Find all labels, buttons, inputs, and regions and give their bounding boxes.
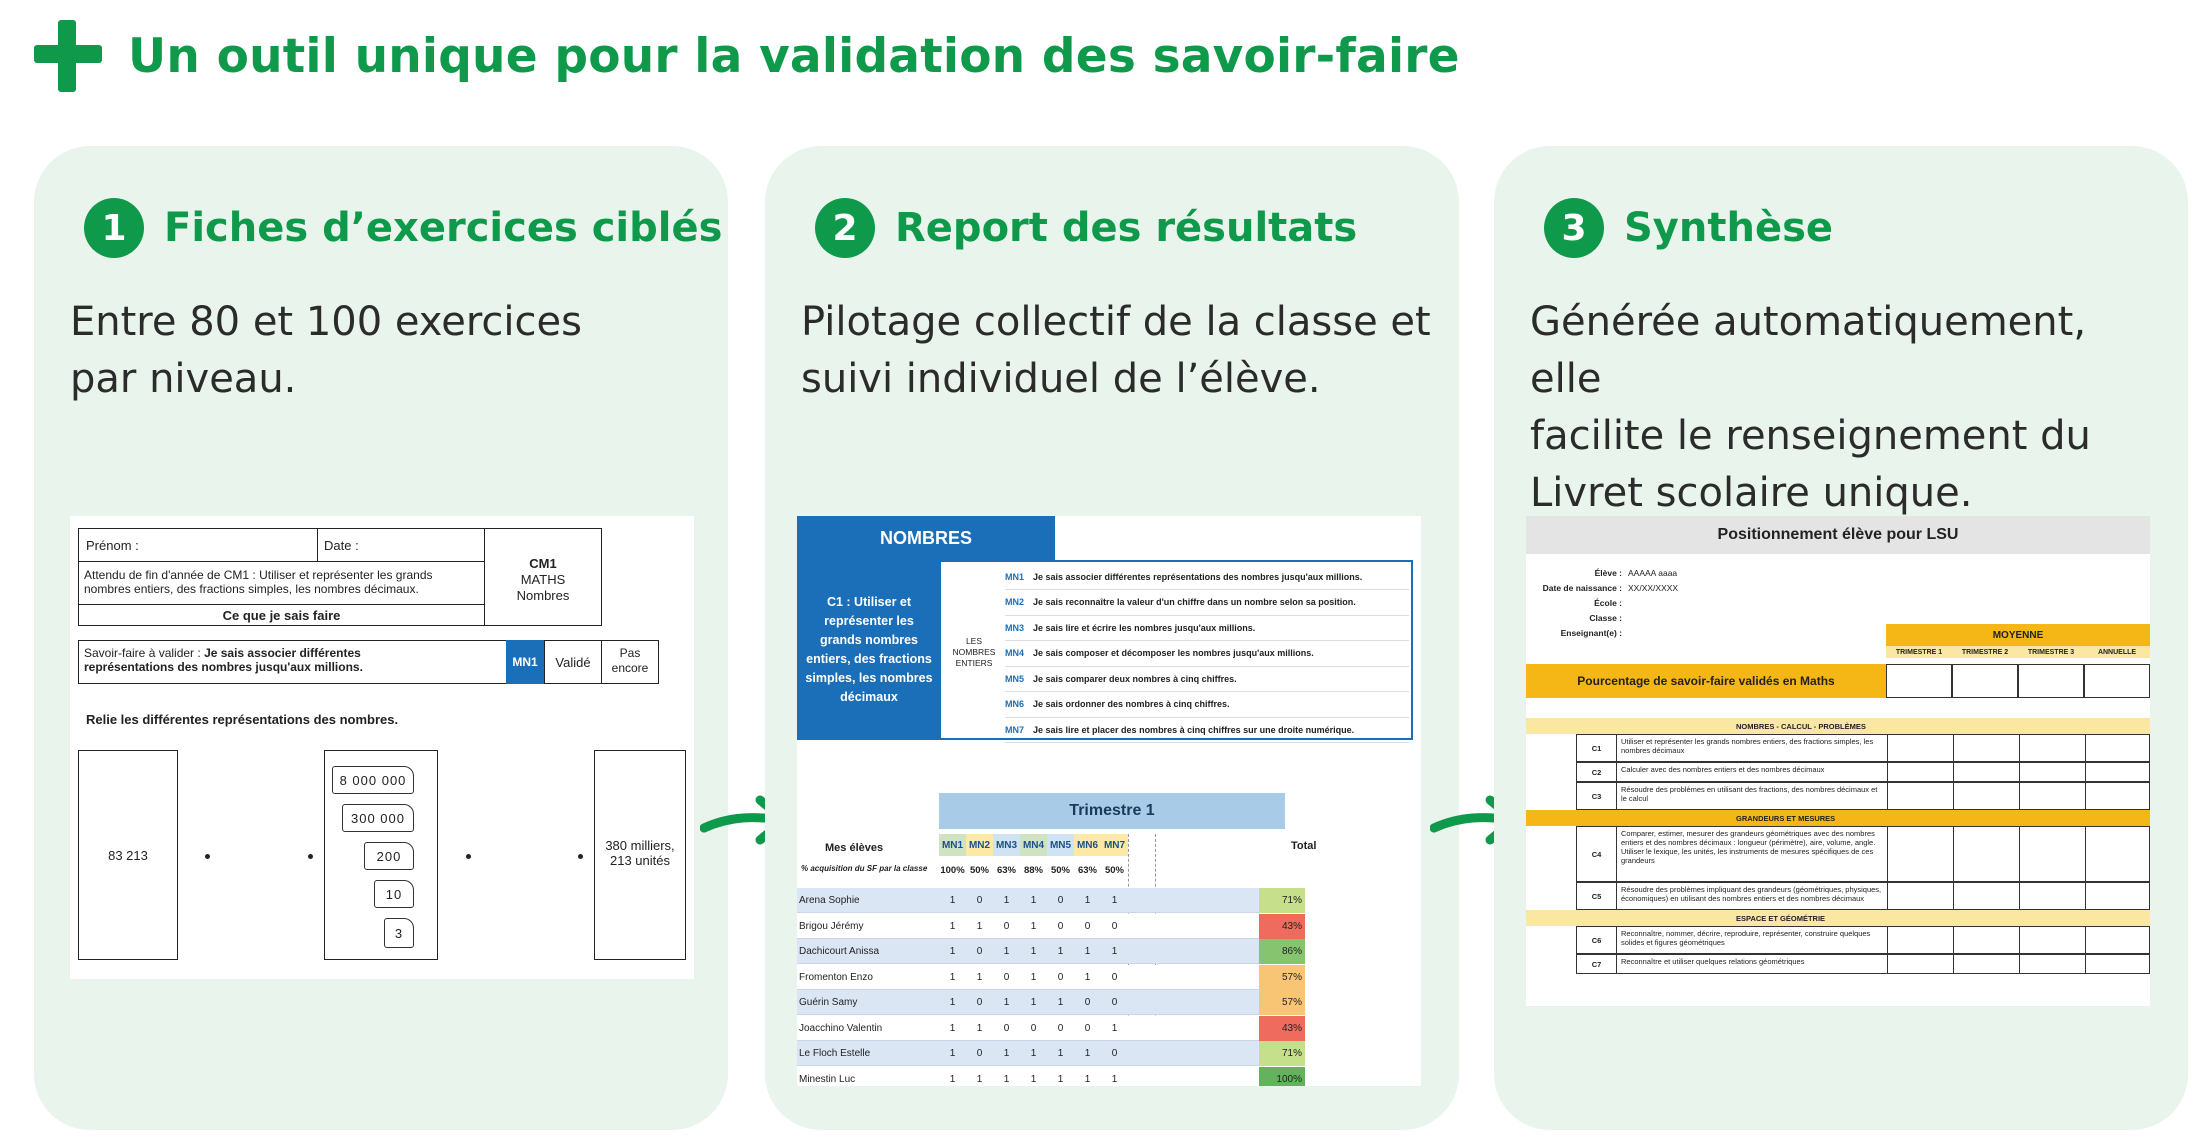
- percentage-cell: [2084, 664, 2150, 698]
- skill-row: [1005, 666, 1409, 692]
- student-name: Minestin Luc: [799, 1073, 856, 1085]
- score-cell: 1: [1030, 946, 1037, 957]
- total-header: Total: [1291, 840, 1317, 852]
- grade-cell: [1953, 783, 2019, 809]
- column-acquisition: 50%: [1104, 865, 1124, 876]
- score-cell: 1: [949, 1048, 956, 1059]
- competence-text: Comparer, estimer, mesurer des grandeurs géométriques avec des nombres entiers et des nombres décimaux : longueur (périmètre), aire, volume, angle. Utiliser le lexique, les unités, les instruments de mesures spécifiques de ces grandeurs: [1621, 829, 1876, 865]
- skill-text: Je sais comparer deux nombres à cinq chiffres.: [1033, 673, 1237, 684]
- left-number: 83 213: [108, 848, 148, 863]
- step-number: 2: [815, 198, 875, 258]
- grade-cell: [1887, 827, 1953, 881]
- score-cell: 1: [1003, 1048, 1010, 1059]
- score-cell: 1: [949, 971, 956, 983]
- link-dot: [466, 854, 471, 859]
- score-cell: 1: [1057, 1048, 1064, 1059]
- right-number: 380 milliers, 213 unités: [605, 838, 675, 868]
- score-cell: 0: [1111, 971, 1118, 983]
- trimestre-header: TRIMESTRE 3: [2018, 646, 2084, 658]
- skill-row: [1005, 717, 1409, 743]
- field-label: École :: [1594, 598, 1622, 608]
- section-header: GRANDEURS ET MESURES: [1526, 810, 2150, 826]
- attendu-text: Attendu de fin d'année de CM1 : Utiliser et représenter les grands nombres entiers, des fractions simples, les nombres décimaux.: [84, 568, 433, 596]
- results-spreadsheet-preview: [797, 516, 1421, 1086]
- grade-cell: [2085, 883, 2150, 909]
- step-number: 1: [84, 198, 144, 258]
- skill-row: [1005, 590, 1409, 616]
- total-cell: 57%: [1259, 990, 1305, 1015]
- header: [34, 16, 1460, 96]
- link-dot: [308, 854, 313, 859]
- column-code: MN5: [1047, 834, 1074, 856]
- grade-cell: [1953, 883, 2019, 909]
- score-cell: 1: [1111, 1022, 1118, 1034]
- column-code: MN4: [1020, 834, 1047, 856]
- grade-cell: [1887, 783, 1953, 809]
- score-cell: 1: [949, 946, 956, 957]
- score-cell: 0: [1111, 997, 1118, 1008]
- score-cell: 1: [1111, 895, 1118, 906]
- competence-text: Résoudre des problèmes impliquant des grandeurs (géométriques, physiques, économiques) en utilisant des nombres entiers et des nombres décimaux: [1621, 885, 1882, 903]
- section-header: NOMBRES - CALCUL - PROBLÈMES: [1526, 718, 2150, 734]
- score-cell: 1: [1030, 997, 1037, 1008]
- trimestre-header: ANNUELLE: [2084, 646, 2150, 658]
- grade-cell: [1953, 955, 2019, 973]
- column-code: MN2: [966, 834, 993, 856]
- student-name: Fromenton Enzo: [799, 971, 873, 983]
- total-cell: 71%: [1259, 1041, 1305, 1066]
- student-name: Brigou Jérémy: [799, 920, 864, 932]
- score-cell: 1: [949, 1073, 956, 1085]
- number-tag: 300 000: [342, 804, 414, 832]
- score-cell: 1: [1084, 1073, 1091, 1085]
- student-name: Arena Sophie: [799, 895, 860, 906]
- skill-text: Je sais associer différentes représentations des nombres jusqu'aux millions.: [1033, 571, 1363, 582]
- score-cell: 0: [1003, 1022, 1010, 1034]
- sf-label: Savoir-faire à valider :: [84, 646, 201, 660]
- score-cell: 0: [1003, 920, 1010, 932]
- score-cell: 1: [976, 971, 983, 983]
- grade-cell: [1953, 827, 2019, 881]
- grade-cell: [2085, 955, 2150, 973]
- skill-code: MN7: [1005, 724, 1025, 735]
- competence-code: C3: [1577, 783, 1617, 809]
- column-code: MN6: [1074, 834, 1101, 856]
- ce-que-label: Ce que je sais faire: [222, 608, 341, 623]
- card-header: [815, 198, 1357, 258]
- grade-cell: [1953, 763, 2019, 781]
- lsu-synthesis-preview: [1526, 516, 2150, 1006]
- table-row: [1576, 954, 2150, 974]
- grade-cell: [1887, 955, 1953, 973]
- link-dot: [578, 854, 583, 859]
- student-name: Guérin Samy: [799, 997, 858, 1008]
- pas-encore-label: Pas encore: [611, 646, 649, 675]
- students-header: Mes élèves: [825, 842, 884, 854]
- skill-code: MN5: [1005, 673, 1025, 684]
- score-cell: 1: [1030, 895, 1037, 906]
- score-cell: 1: [976, 1022, 983, 1034]
- section-title: NOMBRES: [797, 516, 1055, 560]
- grade-cell: [2085, 827, 2150, 881]
- score-cell: 0: [1057, 895, 1064, 906]
- column-acquisition: 50%: [1050, 865, 1070, 876]
- number-tag: 3: [384, 918, 414, 948]
- score-cell: 1: [1111, 946, 1118, 957]
- grade-cell: [2019, 827, 2085, 881]
- table-row: [1576, 734, 2150, 762]
- skill-text: Je sais composer et décomposer les nombres jusqu'aux millions.: [1033, 648, 1314, 658]
- field-label: Enseignant(e) :: [1560, 628, 1622, 638]
- competence-code: C5: [1577, 883, 1617, 909]
- score-cell: 0: [1111, 1048, 1118, 1059]
- skill-text: Je sais lire et placer des nombres à cinq chiffres sur une droite numérique.: [1033, 724, 1355, 735]
- column-acquisition: 50%: [969, 865, 989, 876]
- skill-code: MN4: [1005, 648, 1025, 658]
- column-acquisition: 100%: [940, 865, 965, 876]
- score-cell: 1: [976, 920, 983, 932]
- competence-text: Calculer avec des nombres entiers et des nombres décimaux: [1621, 765, 1825, 774]
- domain-label: Nombres: [516, 588, 570, 603]
- prenom-label: Prénom :: [86, 538, 139, 553]
- score-cell: 1: [1084, 895, 1091, 906]
- score-cell: 1: [976, 1073, 983, 1085]
- score-cell: 1: [1003, 946, 1010, 957]
- grade-cell: [2019, 883, 2085, 909]
- skill-row: [1005, 564, 1409, 590]
- total-cell: 86%: [1259, 939, 1305, 964]
- score-cell: 0: [976, 1048, 983, 1059]
- card-exercices: [34, 146, 728, 1130]
- score-cell: 0: [1030, 1022, 1037, 1034]
- card-resultats: [765, 146, 1459, 1130]
- competence-text: Utiliser et représenter les grands nombres entiers, des fractions simples, les nombres décimaux: [1621, 737, 1874, 755]
- score-cell: 1: [1057, 946, 1064, 957]
- exercise-sheet-preview: [70, 516, 694, 979]
- card-description: Générée automatiquement, elle facilite le renseignement du Livret scolaire unique.: [1530, 299, 2091, 516]
- score-cell: 0: [1084, 1022, 1091, 1034]
- score-cell: 1: [1111, 1073, 1118, 1085]
- field-value: XX/XX/XXXX: [1628, 583, 1679, 593]
- grade-cell: [2019, 955, 2085, 973]
- plus-icon: [34, 20, 102, 92]
- competence-code: C4: [1577, 827, 1617, 881]
- field-label: Classe :: [1589, 613, 1622, 623]
- sf-bold: Je sais associer différentes représentations des nombres jusqu'aux millions.: [84, 646, 363, 674]
- column-acquisition: 63%: [996, 865, 1016, 876]
- score-cell: 1: [1030, 1073, 1037, 1085]
- total-cell: 43%: [1259, 1016, 1305, 1041]
- score-cell: 1: [1030, 920, 1037, 932]
- table-row: [1576, 762, 2150, 782]
- score-cell: 0: [1057, 1022, 1064, 1034]
- competence-text: Reconnaître et utiliser quelques relations géométriques: [1621, 957, 1805, 966]
- column-code: MN7: [1101, 834, 1128, 856]
- grade-cell: [2019, 783, 2085, 809]
- score-cell: 1: [1084, 946, 1091, 957]
- score-cell: 1: [949, 920, 956, 932]
- card-header: [84, 198, 722, 258]
- savoir-faire-text: [84, 646, 382, 674]
- skill-code: MN1: [1005, 571, 1025, 582]
- field-label: Élève :: [1594, 568, 1622, 578]
- total-cell: 100%: [1259, 1067, 1305, 1087]
- grade-cell: [2085, 735, 2150, 761]
- skill-code: MN3: [1005, 622, 1025, 633]
- competence-text: Résoudre des problèmes en utilisant des fractions, des nombres décimaux et le calcul: [1621, 785, 1878, 803]
- field-label: Date de naissance :: [1542, 583, 1622, 593]
- card-title: Synthèse: [1624, 205, 1834, 251]
- skill-code: MN6: [1005, 699, 1025, 709]
- score-cell: 0: [976, 895, 983, 906]
- acquisition-label: % acquisition du SF par la classe: [801, 864, 928, 873]
- skill-row: [1005, 641, 1409, 667]
- instruction: Relie les différentes représentations des nombres.: [86, 712, 399, 727]
- page-title: Un outil unique pour la validation des savoir-faire: [128, 28, 1460, 84]
- score-cell: 0: [1057, 971, 1064, 983]
- student-name: Joacchino Valentin: [799, 1022, 883, 1034]
- score-cell: 0: [1057, 920, 1064, 932]
- score-cell: 1: [1003, 895, 1010, 906]
- score-cell: 0: [1003, 971, 1010, 983]
- field-value: AAAAA aaaa: [1628, 568, 1678, 578]
- moyenne-header: MOYENNE: [1886, 624, 2150, 646]
- competence-code: C6: [1577, 927, 1617, 953]
- card-synthese: [1494, 146, 2188, 1130]
- score-cell: 1: [1030, 1048, 1037, 1059]
- score-cell: 0: [976, 997, 983, 1008]
- student-name: Le Floch Estelle: [799, 1048, 871, 1059]
- level-label: CM1: [529, 556, 557, 571]
- percentage-cell: [1886, 664, 1952, 698]
- card-description: Entre 80 et 100 exercices par niveau.: [70, 299, 582, 402]
- group-label: LES NOMBRES ENTIERS: [952, 636, 996, 668]
- score-cell: 1: [949, 1022, 956, 1034]
- score-cell: 1: [1003, 1073, 1010, 1085]
- number-tag: 8 000 000: [332, 766, 414, 794]
- grade-cell: [1887, 763, 1953, 781]
- table-row: [1576, 926, 2150, 954]
- competence-label: C1 : Utiliser et représenter les grands nombres entiers, des fractions simples, les nombres décimaux: [797, 560, 941, 740]
- grade-cell: [2085, 783, 2150, 809]
- skill-text: Je sais reconnaître la valeur d'un chiffre dans un nombre selon sa position.: [1033, 597, 1356, 607]
- percentage-cell: [2018, 664, 2084, 698]
- date-label: Date :: [324, 538, 359, 553]
- score-cell: 1: [949, 997, 956, 1008]
- step-number: 3: [1544, 198, 1604, 258]
- total-cell: 57%: [1259, 965, 1305, 990]
- grade-cell: [2019, 763, 2085, 781]
- column-acquisition: 63%: [1077, 865, 1097, 876]
- valide-label: Validé: [555, 655, 591, 670]
- score-cell: 1: [1057, 1073, 1064, 1085]
- section-header: ESPACE ET GÉOMÉTRIE: [1526, 910, 2150, 926]
- grade-cell: [2085, 927, 2150, 953]
- competence-code: C1: [1577, 735, 1617, 761]
- score-cell: 0: [1084, 920, 1091, 932]
- score-cell: 0: [976, 946, 983, 957]
- card-description: Pilotage collectif de la classe et suivi individuel de l’élève.: [801, 299, 1431, 402]
- card-title: Fiches d’exercices ciblés: [164, 205, 723, 251]
- trimestre-header: TRIMESTRE 1: [1886, 646, 1952, 658]
- competence-code: C7: [1577, 955, 1617, 973]
- student-name: Dachicourt Anissa: [799, 946, 880, 957]
- grade-cell: [1887, 927, 1953, 953]
- table-row: [1576, 826, 2150, 882]
- grade-cell: [1953, 735, 2019, 761]
- grade-cell: [2019, 927, 2085, 953]
- percentage-cell: [1952, 664, 2018, 698]
- table-row: [1576, 782, 2150, 810]
- number-tag: 10: [374, 880, 414, 908]
- subject-label: MATHS: [520, 572, 566, 587]
- total-cell: 43%: [1259, 914, 1305, 939]
- score-cell: 1: [1030, 971, 1037, 983]
- lsu-title: Positionnement élève pour LSU: [1526, 516, 2150, 554]
- grade-cell: [2019, 735, 2085, 761]
- score-cell: 0: [1084, 997, 1091, 1008]
- grade-cell: [2085, 763, 2150, 781]
- score-cell: 1: [1003, 997, 1010, 1008]
- number-tag: 200: [364, 842, 414, 870]
- grade-cell: [1887, 883, 1953, 909]
- trimestre-header: TRIMESTRE 2: [1952, 646, 2018, 658]
- skill-row: [1005, 615, 1409, 641]
- skill-row: [1005, 692, 1409, 718]
- skill-text: Je sais ordonner des nombres à cinq chiffres.: [1033, 699, 1230, 709]
- column-code: MN1: [939, 834, 966, 856]
- grade-cell: [1887, 735, 1953, 761]
- skills-list: [941, 560, 1413, 740]
- total-cell: 71%: [1259, 888, 1305, 913]
- score-cell: 1: [1084, 1048, 1091, 1059]
- grade-cell: [1953, 927, 2019, 953]
- percentage-label: Pourcentage de savoir-faire validés en Maths: [1526, 664, 1886, 698]
- competence-text: Reconnaître, nommer, décrire, reproduire, représenter, construire quelques solides et figures géométriques: [1621, 929, 1871, 947]
- score-cell: 0: [1111, 920, 1118, 932]
- column-code: MN3: [993, 834, 1020, 856]
- score-cell: 1: [949, 895, 956, 906]
- card-title: Report des résultats: [895, 205, 1358, 251]
- skill-text: Je sais lire et écrire les nombres jusqu'aux millions.: [1033, 622, 1256, 633]
- table-row: [1576, 882, 2150, 910]
- skill-code-badge: MN1: [506, 640, 544, 684]
- skill-code: MN2: [1005, 597, 1025, 607]
- column-acquisition: 88%: [1023, 865, 1043, 876]
- card-header: [1544, 198, 1833, 258]
- score-cell: 1: [1057, 997, 1064, 1008]
- competence-code: C2: [1577, 763, 1617, 781]
- trimestre-header: Trimestre 1: [939, 793, 1285, 829]
- link-dot: [205, 854, 210, 859]
- score-cell: 1: [1084, 971, 1091, 983]
